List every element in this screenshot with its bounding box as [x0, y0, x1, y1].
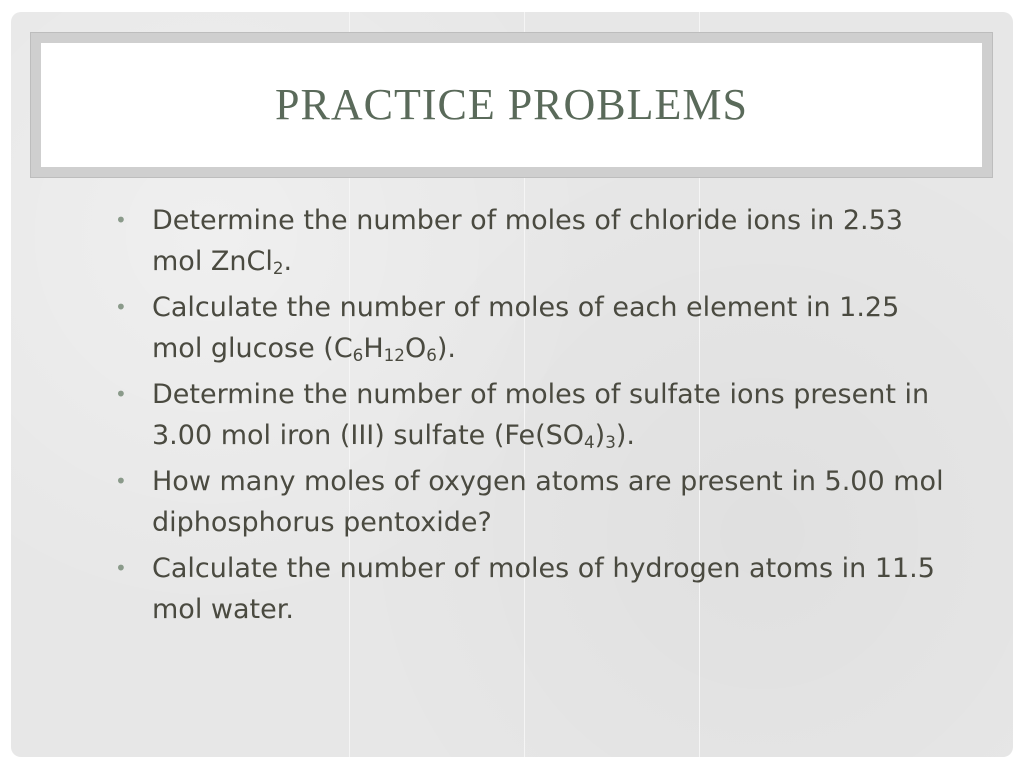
- bullet-text: Calculate the number of moles of hydrogen atoms in 11.5 mol water.: [152, 553, 935, 625]
- bullet-text: Calculate the number of moles of each element in 1.25 mol glucose $(C_6H_{12}O_6)$.: [152, 292, 900, 366]
- subscript: 6: [426, 345, 437, 366]
- bullet-list: [115, 200, 955, 635]
- bullet-item: [115, 374, 955, 456]
- bullet-dot-icon: •: [115, 556, 127, 580]
- bullet-item: [115, 200, 955, 282]
- subscript: 4: [584, 432, 595, 453]
- subscript: 12: [383, 345, 405, 366]
- bullet-item: [115, 287, 955, 369]
- subscript: 6: [352, 345, 364, 366]
- bullet-dot-icon: •: [115, 208, 127, 232]
- bullet-dot-icon: •: [115, 469, 127, 493]
- bullet-dot-icon: •: [115, 382, 127, 406]
- bullet-text: How many moles of oxygen atoms are present in 5.00 mol diphosphorus pentoxide?: [152, 466, 944, 538]
- slide: [11, 12, 1013, 757]
- title-box: [41, 43, 982, 167]
- bullet-text: Determine the number of moles of chloride ions in 2.53 mol ZnCl$_2$.: [152, 205, 903, 279]
- subscript: 2: [272, 258, 284, 279]
- bullet-text: Determine the number of moles of sulfate ions present in 3.00 mol iron (III) sulfate $(Fe(SO_4)_3)$.: [152, 379, 930, 453]
- slide-title: PRACTICE PROBLEMS: [275, 80, 748, 129]
- bullet-item: [115, 461, 955, 543]
- subscript: 3: [605, 432, 616, 453]
- bullet-dot-icon: •: [115, 295, 127, 319]
- bullet-item: [115, 548, 955, 630]
- title-frame: [30, 32, 993, 178]
